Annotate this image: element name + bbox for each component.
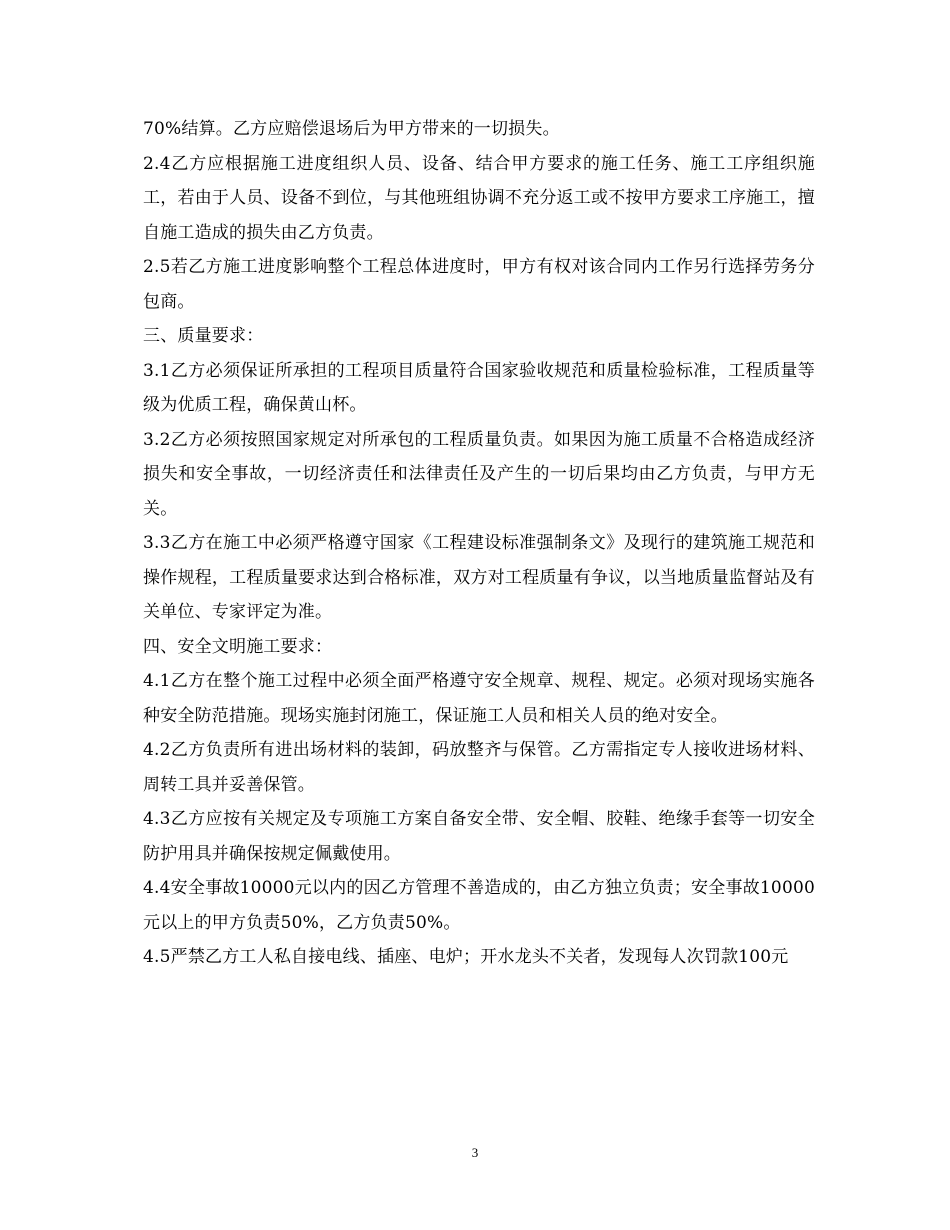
document-body [143,112,815,975]
paragraph-4-3: 4.3乙方应按有关规定及专项施工方案自备安全带、安全帽、胶鞋、绝缘手套等一切安全防护用具并确保按规定佩戴使用。 [143,809,815,864]
paragraph-3-3: 3.3乙方在施工中必须严格遵守国家《工程建设标准强制条文》及现行的建筑施工规范和操作规程，工程质量要求达到合格标准，双方对工程质量有争议，以当地质量监督站及有关单位、专家评定为准。 [143,533,815,622]
paragraph-4-2: 4.2乙方负责所有进出场材料的装卸，码放整齐与保管。乙方需指定专人接收进场材料、周转工具并妥善保管。 [143,740,815,795]
section-heading-quality: 三、质量要求： [143,326,264,346]
paragraph-4-5: 4.5严禁乙方工人私自接电线、插座、电炉；开水龙头不关者，发现每人次罚款100元 [143,947,789,967]
paragraph-settlement: 70%结算。乙方应赔偿退场后为甲方带来的一切损失。 [143,119,560,139]
paragraph-3-2: 3.2乙方必须按照国家规定对所承包的工程质量负责。如果因为施工质量不合格造成经济损失和安全事故，一切经济责任和法律责任及产生的一切后果均由乙方负责，与甲方无关。 [143,429,815,519]
paragraph-2-4: 2.4乙方应根据施工进度组织人员、设备、结合甲方要求的施工任务、施工工序组织施工，若由于人员、设备不到位，与其他班组协调不充分返工或不按甲方要求工序施工，擅自施工造成的损失由乙方负责。 [143,153,815,243]
paragraph-3-1: 3.1乙方必须保证所承担的工程项目质量符合国家验收规范和质量检验标准，工程质量等级为优质工程，确保黄山杯。 [143,360,815,415]
paragraph-2-5: 2.5若乙方施工进度影响整个工程总体进度时，甲方有权对该合同内工作另行选择劳务分包商。 [143,257,815,312]
section-heading-safety: 四、安全文明施工要求： [143,636,333,657]
page-number: 3 [471,1145,479,1160]
paragraph-4-4: 4.4安全事故10000元以内的因乙方管理不善造成的，由乙方独立负责；安全事故10000元以上的甲方负责50%，乙方负责50%。 [143,878,815,933]
paragraph-4-1: 4.1乙方在整个施工过程中必须全面严格遵守安全规章、规程、规定。必须对现场实施各种安全防范措施。现场实施封闭施工，保证施工人员和相关人员的绝对安全。 [143,671,815,726]
